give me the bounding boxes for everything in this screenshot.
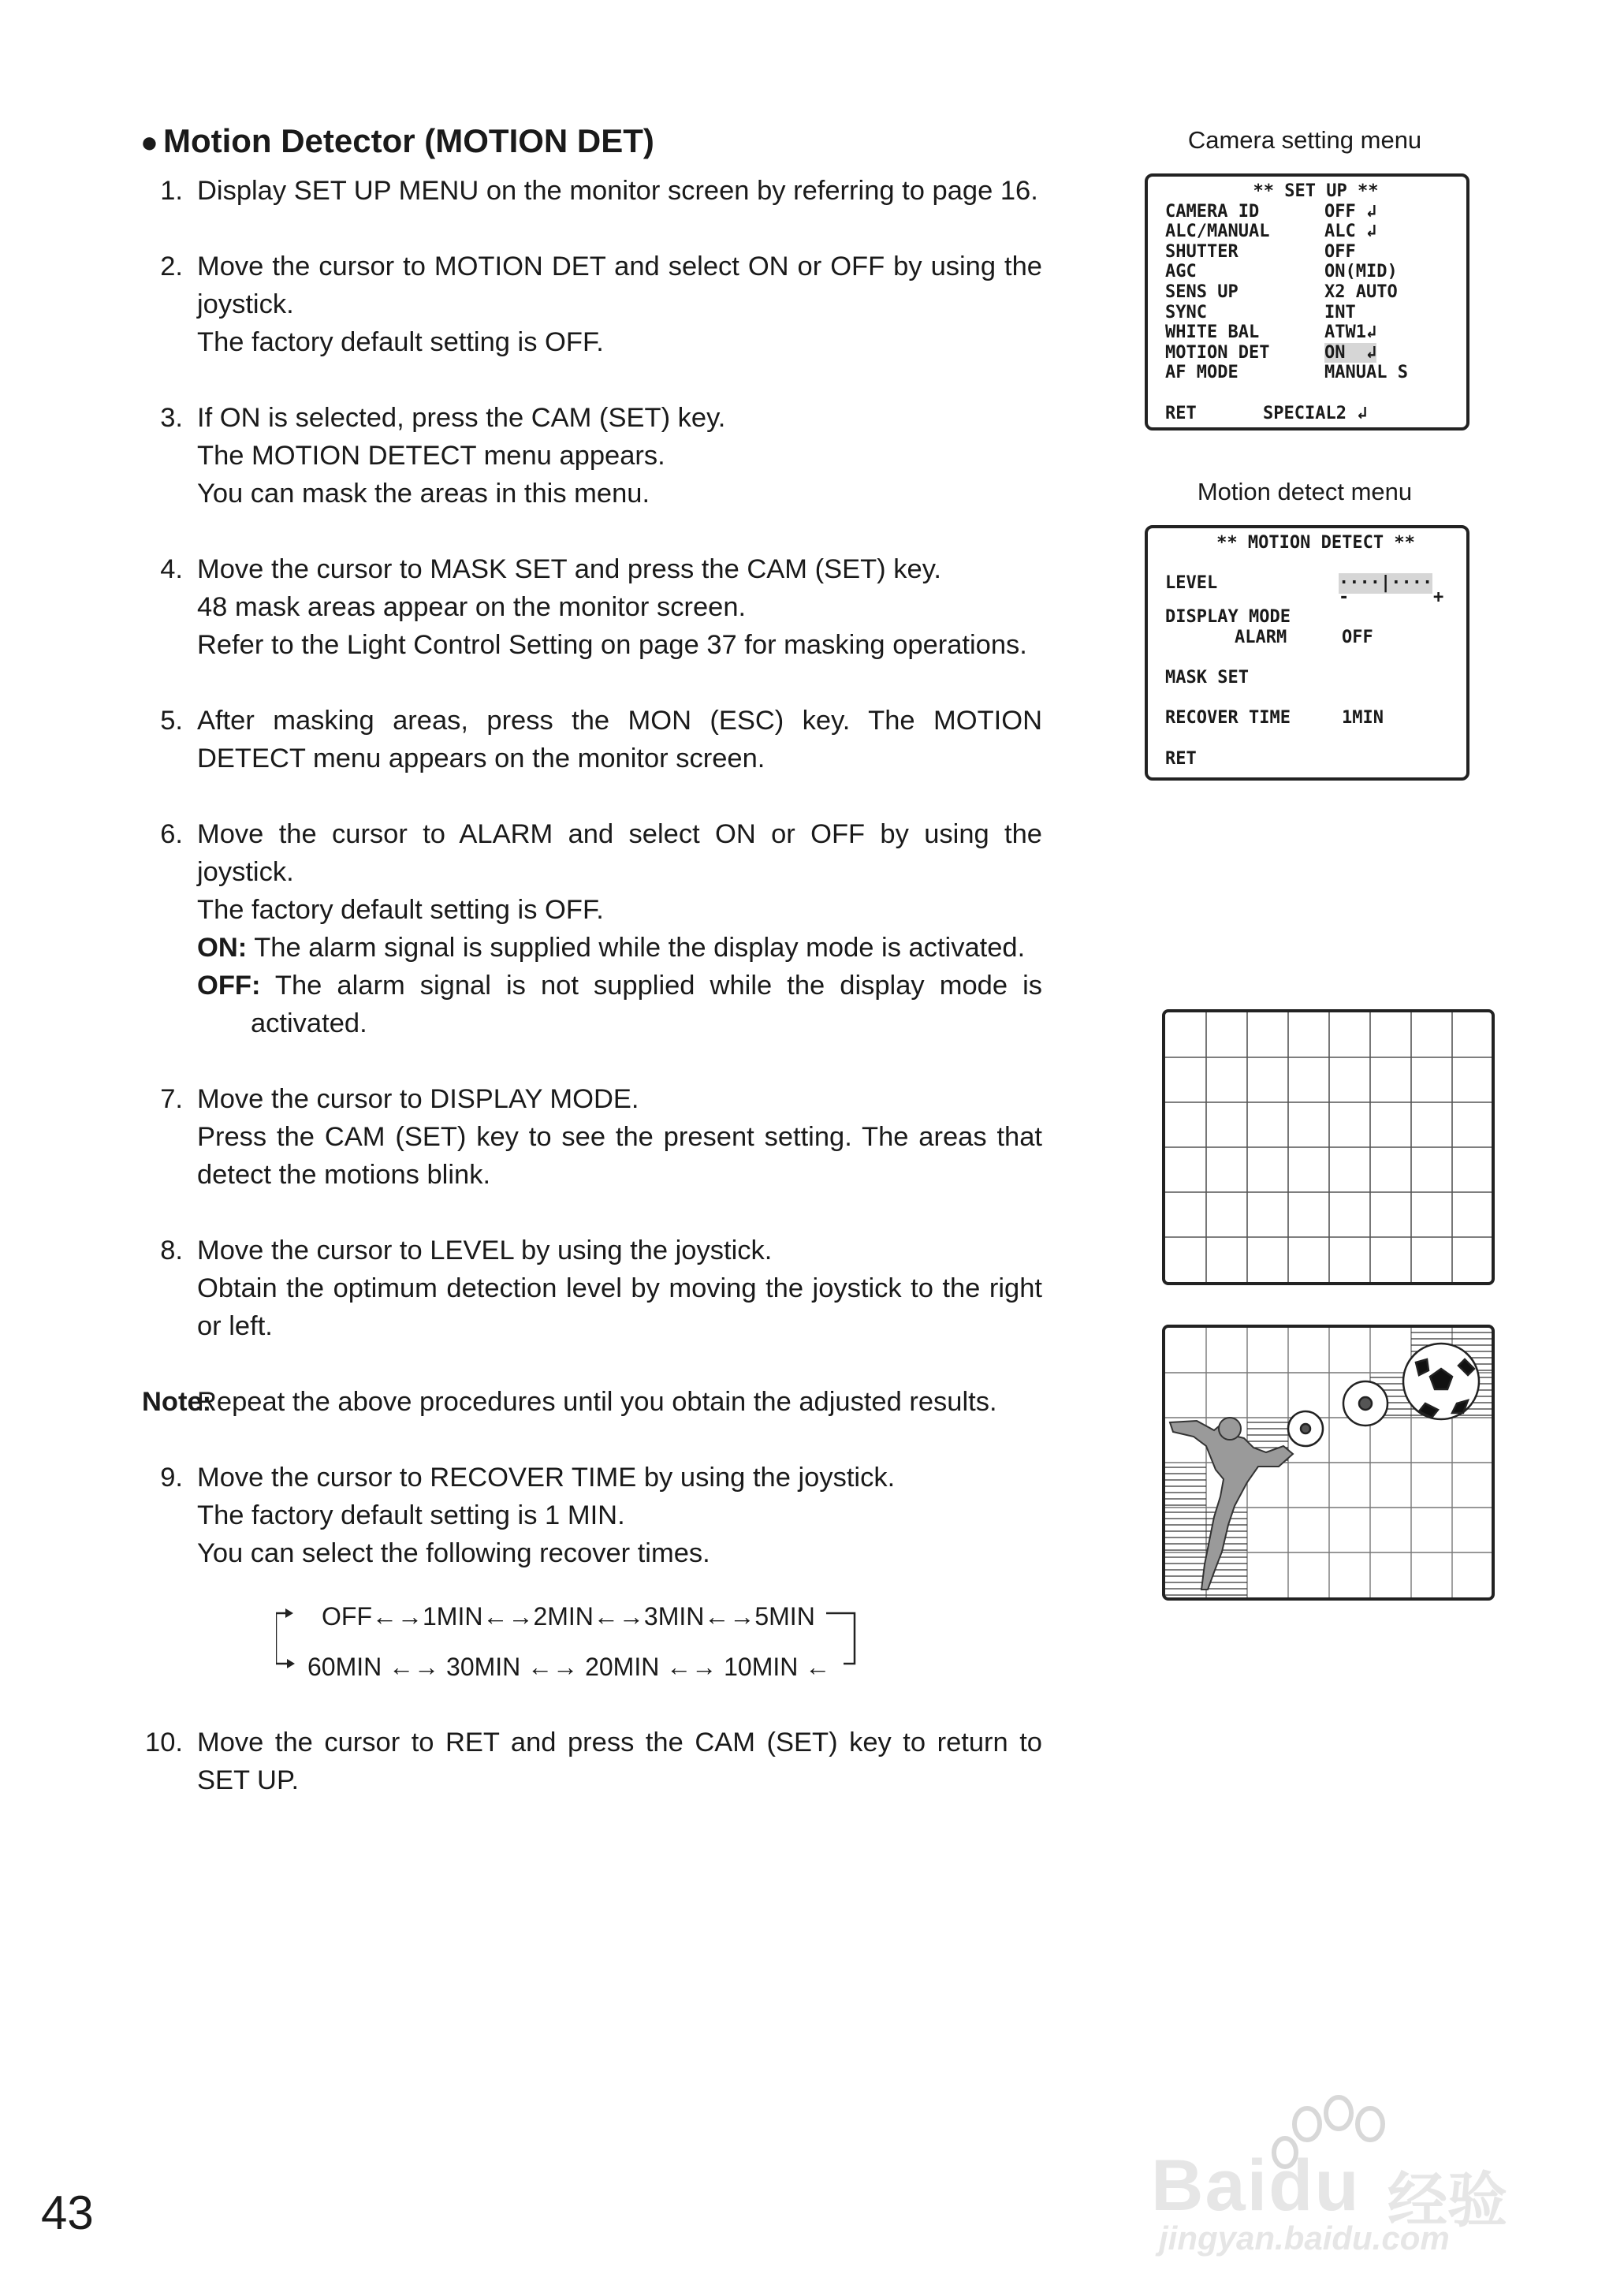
menu-key: CAMERA ID: [1165, 201, 1260, 222]
page-number: 43: [41, 2186, 94, 2239]
menu-value: MANUAL S: [1324, 363, 1408, 383]
menu-key: AF MODE: [1165, 363, 1238, 383]
option-label: ON:: [197, 933, 248, 963]
menu-item-af-mode[interactable]: [1165, 363, 1466, 383]
alarm-label: ALARM: [1235, 627, 1287, 647]
menu-spacer: [1165, 688, 1466, 709]
menu-item-mask-set[interactable]: [1165, 668, 1466, 688]
menu-spacer: [1165, 729, 1466, 749]
menu-value: ON(MID): [1324, 262, 1398, 282]
menu-spacer: [1165, 648, 1466, 669]
step-line: Move the cursor to MOTION DET and select ON or OFF by using the joystick.: [197, 252, 1042, 319]
menu-value: OFF: [1324, 241, 1356, 262]
step-number: 4.: [160, 554, 183, 584]
ret-label: RET: [1165, 748, 1197, 769]
step-4: [142, 550, 1042, 664]
step-line: Refer to the Light Control Setting on page 37 for masking operations.: [197, 630, 1027, 660]
step-line: If ON is selected, press the CAM (SET) key.: [197, 403, 726, 433]
step-number: 7.: [160, 1084, 183, 1114]
step-1: [142, 172, 1042, 210]
step-line: After masking areas, press the MON (ESC) key. The MOTION DETECT menu appears on the monitor screen.: [197, 706, 1042, 773]
menu-item-motion-det[interactable]: [1165, 343, 1466, 363]
menu-footer: [1165, 404, 1466, 424]
step-8: [142, 1232, 1042, 1345]
watermark-cn: 经验: [1387, 2167, 1507, 2234]
level-label: LEVEL: [1165, 573, 1218, 594]
soccer-balls: [1288, 1344, 1479, 1446]
camera-setting-menu: [1145, 173, 1469, 430]
step-2: [142, 248, 1042, 361]
step-line: The factory default setting is OFF.: [197, 895, 604, 925]
menu-key: MOTION DET: [1165, 342, 1270, 363]
menu-item-camera-id[interactable]: [1165, 202, 1466, 222]
menu-key: WHITE BAL: [1165, 322, 1260, 343]
step-number: 5.: [160, 706, 183, 736]
menu-item-sens-up[interactable]: [1165, 282, 1466, 303]
step-9: [142, 1459, 1042, 1572]
mask-set-label: MASK SET: [1165, 668, 1249, 688]
step-line: Move the cursor to MASK SET and press the CAM (SET) key.: [197, 554, 941, 584]
step-3: [142, 399, 1042, 512]
option-label: OFF:: [197, 971, 261, 1001]
menu-item-display-mode[interactable]: [1165, 607, 1466, 628]
cycle-bottom-row: 60MIN ←→ 30MIN ←→ 20MIN ←→ 10MIN ←: [307, 1653, 831, 1681]
bullet-icon: ●: [140, 126, 158, 159]
motion-detect-menu: [1145, 525, 1469, 781]
menu-value: X2 AUTO: [1324, 281, 1398, 302]
menu-item-white-bal[interactable]: [1165, 322, 1466, 343]
menu-title: ** SET UP **: [1253, 181, 1379, 201]
watermark-url: jingyan.baidu.com: [1159, 2220, 1450, 2257]
step-line: Move the cursor to ALARM and select ON or OFF by using the joystick.: [197, 819, 1042, 887]
motion-detection-illustration: [1162, 1325, 1495, 1601]
step-line: Move the cursor to RECOVER TIME by using the joystick.: [197, 1463, 896, 1493]
menu-special2[interactable]: SPECIAL2 ↲: [1263, 403, 1368, 423]
step-number: 6.: [160, 819, 183, 849]
menu-key: AGC: [1165, 262, 1197, 282]
menu-value: ALC ↲: [1324, 222, 1377, 242]
menu-value: INT: [1324, 302, 1356, 322]
section-heading-text: Motion Detector (MOTION DET): [162, 122, 654, 159]
menu-ret[interactable]: RET: [1165, 403, 1197, 423]
step-line: Display SET UP MENU on the monitor screen by referring to page 16.: [197, 176, 1038, 206]
step-line: You can mask the areas in this menu.: [197, 479, 650, 509]
menu-spacer: [1165, 383, 1466, 404]
step-number: 9.: [160, 1463, 183, 1493]
section-heading: [140, 122, 654, 160]
level-plus: +: [1433, 587, 1444, 607]
menu-item-agc[interactable]: [1165, 262, 1466, 282]
step-10: [142, 1724, 1042, 1799]
watermark: [1151, 2089, 1561, 2255]
step-number: 1.: [160, 176, 183, 206]
menu-item-alarm[interactable]: [1165, 628, 1466, 648]
step-number: 2.: [160, 252, 183, 281]
grid-lines: [1165, 1012, 1492, 1282]
menu-key: SENS UP: [1165, 281, 1238, 302]
step-option: OFF: The alarm signal is not supplied while the display mode is activated.: [197, 971, 1042, 1038]
motion-menu-caption: Motion detect menu: [1197, 478, 1413, 505]
step-7: [142, 1080, 1042, 1194]
mask-area-grid: [1162, 1009, 1495, 1285]
recover-time-cycle: [142, 1591, 1042, 1686]
watermark-brand: Baidu: [1151, 2145, 1361, 2226]
note-label: Note:: [142, 1387, 212, 1417]
note-text: Repeat the above procedures until you obtain the adjusted results.: [197, 1387, 997, 1417]
step-6: [142, 815, 1042, 1042]
step-line: The factory default setting is OFF.: [197, 327, 604, 357]
menu-item-alc-manual[interactable]: [1165, 222, 1466, 242]
instructions-column: [142, 172, 1042, 1837]
menu-item-ret[interactable]: [1165, 749, 1466, 770]
menu-key: SHUTTER: [1165, 241, 1238, 262]
display-mode-label: DISPLAY MODE: [1165, 607, 1291, 628]
step-line: The MOTION DETECT menu appears.: [197, 441, 665, 471]
note: [142, 1383, 1042, 1421]
menu-value: OFF ↲: [1324, 201, 1377, 222]
step-line: Move the cursor to LEVEL by using the joystick.: [197, 1236, 773, 1265]
step-option: ON: The alarm signal is supplied while the display mode is activated.: [197, 933, 1026, 963]
menu-title: ** MOTION DETECT **: [1216, 533, 1415, 553]
menu-spacer: [1165, 554, 1466, 574]
step-line: 48 mask areas appear on the monitor screen.: [197, 592, 747, 622]
level-scale: [1165, 587, 1466, 608]
level-minus: -: [1339, 587, 1350, 607]
menu-item-recover-time[interactable]: [1165, 708, 1466, 729]
menu-value: ATW1↲: [1324, 322, 1377, 343]
menu-item-shutter[interactable]: [1165, 242, 1466, 263]
step-line: Obtain the optimum detection level by moving the joystick to the right or left.: [197, 1273, 1042, 1341]
cycle-top-row: OFF←→1MIN←→2MIN←→3MIN←→5MIN: [322, 1602, 815, 1631]
step-number: 3.: [160, 403, 183, 433]
step-number: 8.: [160, 1236, 183, 1265]
step-5: [142, 702, 1042, 777]
step-number: 10.: [145, 1728, 183, 1757]
step-line: You can select the following recover times.: [197, 1538, 710, 1568]
step-line: Move the cursor to DISPLAY MODE.: [197, 1084, 639, 1114]
menu-key: ALC/MANUAL: [1165, 222, 1270, 242]
menu-item-sync[interactable]: [1165, 303, 1466, 323]
recover-time-value: 1MIN: [1342, 708, 1384, 729]
step-line: Move the cursor to RET and press the CAM (SET) key to return to SET UP.: [197, 1728, 1042, 1795]
step-line: Press the CAM (SET) key to see the present setting. The areas that detect the motions blink.: [197, 1122, 1042, 1190]
menu-key: SYNC: [1165, 302, 1207, 322]
alarm-value: OFF: [1342, 627, 1373, 647]
camera-menu-caption: Camera setting menu: [1187, 126, 1422, 154]
step-line: The factory default setting is 1 MIN.: [197, 1500, 625, 1530]
menu-value: ON ↲: [1324, 342, 1377, 363]
recover-time-label: RECOVER TIME: [1165, 708, 1291, 729]
motion-grid: [1165, 1328, 1492, 1597]
level-bar: ····|····: [1339, 573, 1433, 594]
